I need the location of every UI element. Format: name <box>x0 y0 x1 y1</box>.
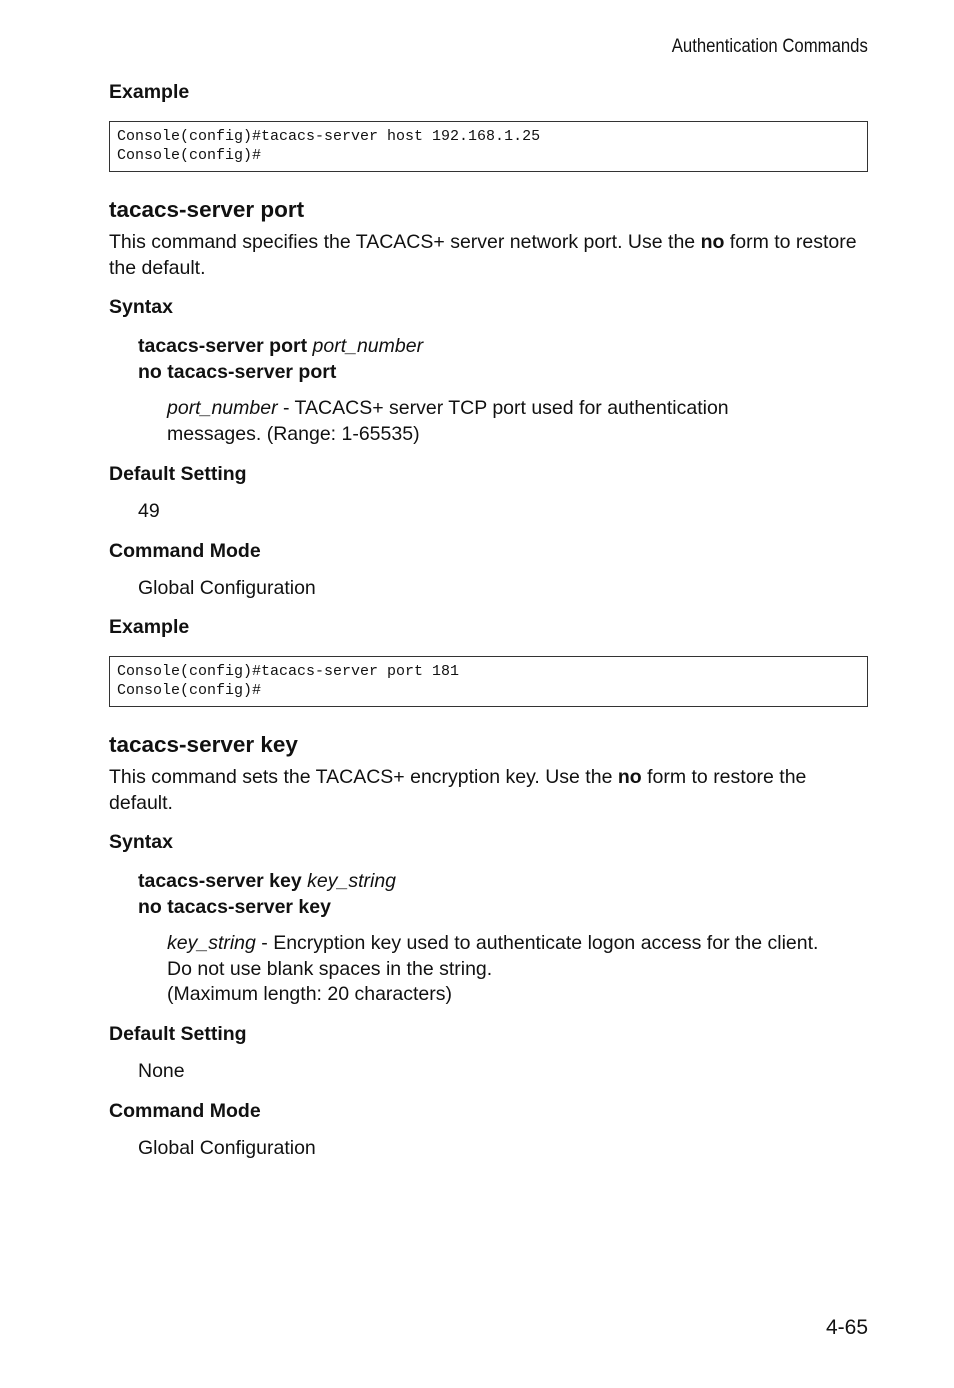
port-mode-value: Global Configuration <box>138 577 316 599</box>
top-example-code-block <box>109 121 868 172</box>
port-default-value: 49 <box>138 500 160 522</box>
key-syntax-heading: Syntax <box>109 831 173 853</box>
key-desc-no: no <box>617 766 642 788</box>
port-mode-heading: Command Mode <box>109 540 261 562</box>
key-mode-heading: Command Mode <box>109 1100 261 1122</box>
port-desc-pre: This command specifies the TACACS+ server network port. Use the <box>109 231 701 253</box>
key-syntax1-cmd: tacacs-server key <box>138 870 302 892</box>
port-desc-post: form to restore the default. <box>109 231 857 279</box>
key-desc-post: form to restore the default. <box>109 766 807 814</box>
code-line: Console(config)#tacacs-server host 192.168.1.25 <box>117 128 541 145</box>
port-desc-no: no <box>700 231 725 253</box>
port-syntax-lines <box>109 334 868 385</box>
port-example-code-block <box>109 656 868 707</box>
page-number: 4-65 <box>825 1316 868 1339</box>
code-line: Console(config)# <box>117 682 262 699</box>
port-syntax1-cmd: tacacs-server port <box>138 335 308 357</box>
key-syntax1-param: key_string <box>307 870 397 892</box>
example-heading: Example <box>109 81 190 103</box>
port-syntax1-param: port_number <box>312 335 424 357</box>
key-default-value: None <box>138 1060 185 1082</box>
key-mode-value: Global Configuration <box>138 1137 316 1159</box>
port-syntax-heading: Syntax <box>109 296 173 318</box>
key-default-heading: Default Setting <box>109 1023 247 1045</box>
key-param-note: (Maximum length: 20 characters) <box>167 983 453 1005</box>
code-line: Console(config)# <box>117 147 262 164</box>
port-syntax2-cmd: no tacacs-server port <box>138 360 337 383</box>
running-header: Authentication Commands <box>671 36 868 57</box>
key-description <box>109 765 868 816</box>
key-section-title: tacacs-server key <box>109 732 298 757</box>
port-param-desc <box>109 396 807 447</box>
port-section-title-wrap <box>109 197 868 223</box>
key-syntax-lines <box>109 869 868 920</box>
port-section-title: tacacs-server port <box>109 197 305 222</box>
port-example-heading: Example <box>109 616 190 638</box>
code-line: Console(config)#tacacs-server port 181 <box>117 663 460 680</box>
top-example-heading <box>109 81 868 104</box>
port-param-text: - TACACS+ server TCP port used for authentication messages. (Range: 1-65535) <box>167 397 729 445</box>
port-default-heading: Default Setting <box>109 463 247 485</box>
key-syntax2-cmd: no tacacs-server key <box>138 895 331 918</box>
key-param-text: - Encryption key used to authenticate logon access for the client. Do not use blank spaces in the string. <box>167 932 819 980</box>
port-param-name: port_number <box>167 397 278 419</box>
key-desc-pre: This command sets the TACACS+ encryption key. Use the <box>109 766 618 788</box>
key-param-desc <box>109 931 827 1008</box>
key-param-name: key_string <box>167 932 256 954</box>
port-description <box>109 230 868 281</box>
